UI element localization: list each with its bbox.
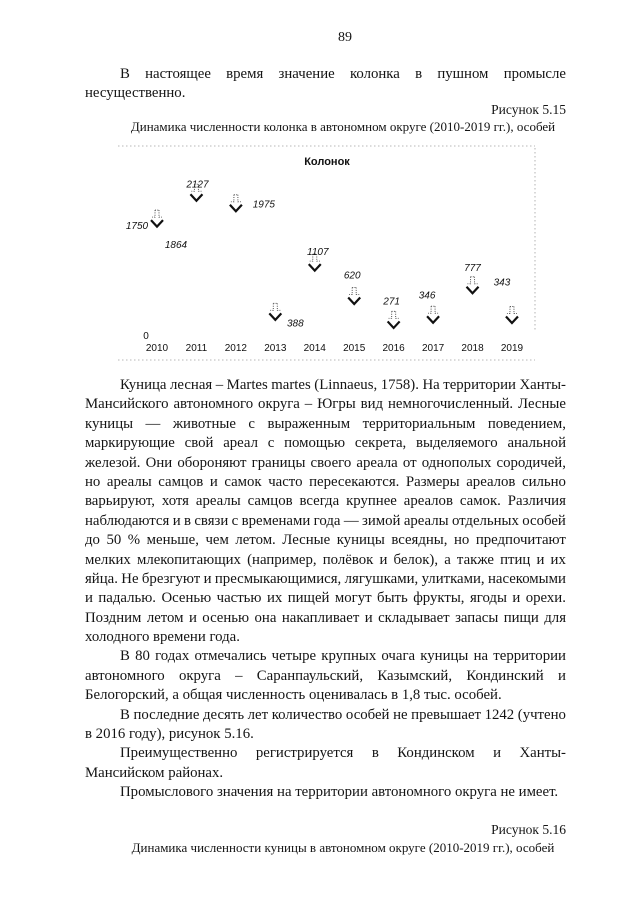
word: лесная xyxy=(170,377,213,393)
word: до xyxy=(85,532,100,549)
word: и xyxy=(364,609,373,626)
word: часто xyxy=(268,473,303,490)
word: пищей xyxy=(287,590,330,607)
word: наблюдаются xyxy=(85,512,170,529)
data-point-2013 xyxy=(269,303,281,320)
word: десять xyxy=(203,706,245,723)
chevron-down-icon xyxy=(506,317,518,324)
word: Лесные xyxy=(518,396,566,413)
word: отмечались xyxy=(194,648,267,665)
word: и xyxy=(85,590,93,607)
word: накапливает xyxy=(281,609,360,626)
data-label-2012: 1975 xyxy=(252,199,276,211)
marker-stem xyxy=(428,306,438,313)
word: насекомыми xyxy=(487,570,566,587)
word: не xyxy=(393,706,408,723)
data-point-2017 xyxy=(427,306,439,323)
word: временами xyxy=(241,512,311,529)
chevron-down-icon xyxy=(230,205,242,212)
word: на xyxy=(473,648,489,665)
data-label-2019: 343 xyxy=(493,277,511,289)
word: в xyxy=(415,66,423,82)
text-line xyxy=(85,492,566,511)
word: (Linnaeus, xyxy=(314,377,378,393)
text-line xyxy=(85,512,566,531)
word: время xyxy=(226,66,264,82)
word: крупных xyxy=(321,648,377,665)
word: лягушками, xyxy=(344,570,419,587)
x-tick-label-2016: 2016 xyxy=(382,343,405,354)
word: меньше, xyxy=(146,532,199,549)
word: очага xyxy=(381,648,416,665)
word: помощью xyxy=(284,435,346,452)
word: их xyxy=(266,590,283,607)
text-line xyxy=(85,589,566,608)
word: округа xyxy=(178,667,221,684)
text-line: Мансийском районах. xyxy=(85,764,224,781)
word: вид xyxy=(360,396,384,413)
figure-caption-5-15: Динамика численности колонка в автономном округе (2010-2019 гг.), особей xyxy=(130,119,556,134)
x-tick-label-2018: 2018 xyxy=(461,343,484,354)
word: округа xyxy=(258,396,300,413)
data-label-2016: 271 xyxy=(383,296,400,308)
word: автономного xyxy=(85,667,165,684)
text-line xyxy=(85,551,566,570)
word: (учтено xyxy=(517,706,566,723)
word: В xyxy=(120,648,130,665)
text-line xyxy=(85,434,566,453)
word: Казымский, xyxy=(377,667,453,684)
word: значение xyxy=(278,66,335,82)
marker-stem xyxy=(349,288,359,295)
word: немногочисленный. xyxy=(387,396,514,413)
word: 50 xyxy=(106,532,122,549)
marker-stem xyxy=(389,311,399,318)
text-line xyxy=(85,415,566,434)
x-tick-label-2019: 2019 xyxy=(500,343,524,354)
chevron-down-icon xyxy=(427,316,439,323)
word: млекопитающих xyxy=(136,551,241,568)
word: и xyxy=(172,512,181,529)
word: ареалов xyxy=(466,473,516,490)
word: секрета, xyxy=(354,435,407,452)
chevron-down-icon xyxy=(467,287,479,294)
text-line xyxy=(85,376,566,395)
word: складывает xyxy=(378,609,450,626)
word: (например, xyxy=(247,551,317,568)
word: куницы xyxy=(85,415,134,432)
x-tick-label-2014: 2014 xyxy=(303,343,326,354)
word: предпочитают xyxy=(475,532,566,549)
word: — xyxy=(145,415,161,432)
word: Кондинский xyxy=(466,667,544,684)
word: — xyxy=(343,512,359,529)
word: Саранпаульский, xyxy=(256,667,364,684)
text-line: холодного времени года. xyxy=(85,629,240,646)
word: Martes xyxy=(226,377,268,393)
marker-stem xyxy=(270,303,280,310)
data-label-2015: 620 xyxy=(343,270,361,282)
word: однополых xyxy=(421,454,492,471)
word: выделяемого xyxy=(416,435,498,452)
word: Поздним xyxy=(85,609,142,626)
word: самок. xyxy=(459,493,501,510)
word: превышает xyxy=(411,706,481,723)
word: и xyxy=(188,609,197,626)
text-line xyxy=(85,706,566,725)
chevron-down-icon xyxy=(269,313,281,320)
word: частью xyxy=(216,590,262,607)
marker-stem xyxy=(468,277,478,284)
word: она xyxy=(254,609,277,626)
word: промысле xyxy=(503,66,566,82)
word: всегда xyxy=(299,493,340,510)
text-line xyxy=(85,647,566,666)
data-point-2010 xyxy=(151,210,163,227)
word: – xyxy=(304,396,313,413)
word: в xyxy=(371,745,379,762)
y-tick-label-0: 0 xyxy=(143,331,149,342)
text-line xyxy=(85,454,566,473)
word: также xyxy=(456,551,494,568)
word: ареал xyxy=(223,435,258,452)
word: животные xyxy=(172,415,236,432)
chart-kolonok xyxy=(110,140,540,365)
data-label-2010: 1750 xyxy=(125,221,149,233)
data-point-2016 xyxy=(388,311,400,328)
word: от xyxy=(402,454,417,471)
text-line xyxy=(85,395,566,414)
data-point-2012 xyxy=(230,195,242,212)
figure-caption-5-16: Динамика численности куницы в автономном округе (2010-2019 гг.), особей xyxy=(131,840,555,855)
word: Они xyxy=(145,454,173,471)
body-text xyxy=(85,376,566,803)
word: быть xyxy=(377,590,408,607)
word: хотя xyxy=(161,493,189,510)
word: с xyxy=(231,512,239,529)
word: могут xyxy=(334,590,372,607)
word: настоящее xyxy=(145,66,211,82)
page-number: 89 xyxy=(338,30,352,45)
word: В xyxy=(120,706,130,723)
word: брезгуют xyxy=(141,570,201,587)
word: запасы xyxy=(455,609,499,626)
word: Размеры xyxy=(405,473,460,490)
word: Преимущественно xyxy=(120,745,238,762)
word: Осенью xyxy=(161,590,212,607)
chart-annotation: 1864 xyxy=(164,240,188,251)
word: последние xyxy=(133,706,200,723)
word: пересекаются. xyxy=(309,473,400,490)
x-tick-label-2013: 2013 xyxy=(264,343,287,354)
data-label-2018: 777 xyxy=(464,262,481,274)
text-line xyxy=(85,531,566,550)
word: для xyxy=(544,609,566,626)
word: крупнее xyxy=(346,493,397,510)
word: но xyxy=(85,473,101,490)
word: Не xyxy=(121,570,139,587)
data-marks xyxy=(126,179,524,354)
word: и xyxy=(512,590,521,607)
word: яйца. xyxy=(85,570,118,587)
word: особей xyxy=(345,706,390,723)
text-line xyxy=(85,744,566,763)
word: Ханты- xyxy=(519,745,566,762)
word: Югры xyxy=(317,396,356,413)
word: территории xyxy=(493,648,566,665)
word: самцов xyxy=(247,493,293,510)
word: – xyxy=(235,667,243,684)
marker-stem xyxy=(231,195,241,202)
word: количество xyxy=(271,706,343,723)
word: Куница xyxy=(120,377,167,393)
data-label-2013: 388 xyxy=(286,318,304,330)
word: самок xyxy=(224,473,262,490)
x-tick-label-2011: 2011 xyxy=(185,343,208,354)
marker-stem xyxy=(152,210,162,217)
word: свой xyxy=(184,435,214,452)
x-tick-label-2015: 2015 xyxy=(343,343,366,354)
word: % xyxy=(127,532,141,549)
x-tick-label-2010: 2010 xyxy=(145,343,169,354)
chevron-down-icon xyxy=(190,194,202,201)
word: в xyxy=(183,512,191,529)
word: с xyxy=(248,415,255,432)
data-label-2017: 346 xyxy=(418,290,436,302)
word: маркирующие xyxy=(85,435,175,452)
word: с xyxy=(267,435,275,452)
word: своего xyxy=(310,454,352,471)
x-tick-label-2012: 2012 xyxy=(224,343,248,354)
word: улитками, xyxy=(421,570,485,587)
intro-paragraph xyxy=(85,65,566,104)
word: территории xyxy=(443,377,516,393)
word: Лесные xyxy=(282,532,331,549)
word: куницы xyxy=(336,532,385,549)
word: ареалы xyxy=(195,493,241,510)
word: птиц xyxy=(500,551,531,568)
word: martes xyxy=(271,377,311,393)
word: поведением, xyxy=(487,415,566,432)
word: Мансийского xyxy=(85,396,169,413)
data-point-2019 xyxy=(506,307,518,324)
word: Ханты- xyxy=(519,377,566,393)
text-line xyxy=(85,473,566,492)
figure-label-5-15: Рисунок 5.15 xyxy=(491,102,566,117)
word: 80 xyxy=(135,648,150,665)
word: пушном xyxy=(437,66,489,82)
word: ареалов xyxy=(403,493,453,510)
chevron-down-icon xyxy=(309,264,321,271)
word: анальной xyxy=(507,435,566,452)
data-label-2011: 2127 xyxy=(186,179,209,191)
word: железой. xyxy=(85,454,141,471)
word: Кондинском xyxy=(397,745,475,762)
word: 1758). xyxy=(380,377,419,393)
word: 1242 xyxy=(484,706,515,723)
word: и xyxy=(493,745,501,762)
word: всеядны, xyxy=(391,532,448,549)
word: сильно xyxy=(522,473,566,490)
word: четыре xyxy=(271,648,317,665)
word: особей xyxy=(522,512,566,529)
word: и xyxy=(536,551,545,568)
text-line xyxy=(85,609,566,628)
data-point-2015 xyxy=(348,288,360,305)
word: границы xyxy=(251,454,306,471)
word: пищи xyxy=(503,609,539,626)
word: а xyxy=(444,551,451,568)
chevron-down-icon xyxy=(388,321,400,328)
word: летом. xyxy=(235,532,276,549)
chevron-down-icon xyxy=(151,220,163,227)
word: автономного xyxy=(173,396,254,413)
text-line xyxy=(85,570,566,589)
text-line: Белогорский, а общая численность оценивалась в 1,8 тыс. особей. xyxy=(85,687,502,704)
word: но xyxy=(453,532,470,549)
word: Различия xyxy=(507,493,566,510)
word: регистрируется xyxy=(255,745,354,762)
word: отдельных xyxy=(451,512,519,529)
word: самцов xyxy=(158,473,204,490)
word: их xyxy=(550,551,566,568)
data-label-2014: 1107 xyxy=(307,247,329,259)
word: лет xyxy=(247,706,269,723)
word: колонка xyxy=(349,66,400,82)
word: В xyxy=(120,66,130,82)
chevron-down-icon xyxy=(348,298,360,305)
text-line: несущественно. xyxy=(85,85,186,102)
word: ареалы xyxy=(403,512,449,529)
word: варьируют, xyxy=(85,493,155,510)
word: падалью. xyxy=(98,590,156,607)
text-line xyxy=(85,65,566,84)
word: полёвок xyxy=(322,551,374,568)
word: и xyxy=(203,570,212,587)
word: На xyxy=(422,377,440,393)
word: ареалы xyxy=(106,473,152,490)
text-line: Промыслового значения на территории автономного округа не имеет. xyxy=(120,784,559,801)
word: и xyxy=(558,667,566,684)
word: осенью xyxy=(202,609,250,626)
word: года xyxy=(313,512,341,529)
word: связи xyxy=(194,512,229,529)
word: выраженным xyxy=(267,415,351,432)
word: мелких xyxy=(85,551,131,568)
x-tick-label-2017: 2017 xyxy=(421,343,445,354)
word: пресмыкающимися, xyxy=(214,570,342,587)
word: территориальным xyxy=(362,415,476,432)
chart-title: Колонок xyxy=(304,156,350,168)
word: ареала xyxy=(356,454,398,471)
word: орехи. xyxy=(525,590,566,607)
word: и xyxy=(209,473,218,490)
word: белок), xyxy=(393,551,439,568)
text-line xyxy=(85,667,566,686)
word: и xyxy=(379,551,388,568)
word: – xyxy=(215,377,224,393)
data-point-2018 xyxy=(467,277,479,294)
marker-stem xyxy=(507,307,517,314)
word: зимой xyxy=(361,512,401,529)
word: ягоды xyxy=(469,590,507,607)
word: фрукты, xyxy=(413,590,465,607)
word: куницы xyxy=(420,648,469,665)
word: чем xyxy=(205,532,229,549)
word: летом xyxy=(146,609,184,626)
word: обороняют xyxy=(177,454,247,471)
word: сородичей, xyxy=(496,454,566,471)
text-line: в 2016 году), рисунок 5.16. xyxy=(85,726,254,743)
word: годах xyxy=(155,648,190,665)
figure-label-5-16: Рисунок 5.16 xyxy=(491,822,566,837)
